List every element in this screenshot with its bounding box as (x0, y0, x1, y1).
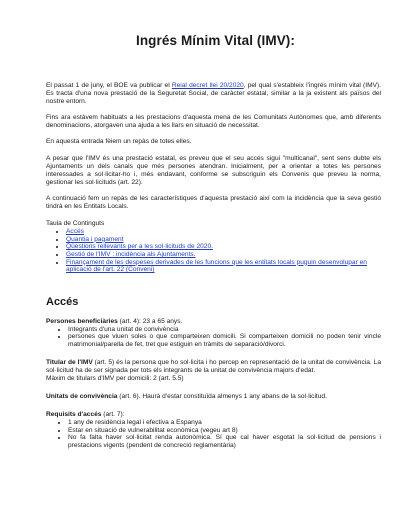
table-of-contents (46, 228, 381, 274)
toc-link-gestio[interactable]: Gestió de l'IMV : incidència als Ajuntaments. (66, 251, 196, 258)
list-item: • Integrants d'una unitat de convivència (68, 326, 381, 334)
list-item: • persones que viuen soles o que comparteixen domicili. Si comparteixen domicili no poden tenir vincle matrimonial/parella de fet, tret que estiguin en tràmits de separació/divorci. (68, 333, 381, 348)
requirements-paragraph (46, 411, 381, 419)
list-item: • No fa falta haver sol·licitat renda autonòmica. Sí que cal haver esgotat la sol·licitud de pensions i prestacions vigents (pendent de concreció reglamentària) (68, 434, 381, 449)
section-heading: Accés (46, 295, 79, 308)
holder-label: Titular de l'IMV (46, 358, 93, 366)
toc-link-acces[interactable]: Accés (66, 228, 84, 236)
toc-item (66, 228, 381, 236)
requirements-text: (art. 7): (101, 411, 125, 419)
paragraph-2: Fins ara estàvem habituats a les prestacions d'aquesta mena de les Comunitats Autònomes que, amb diferents denominacions, atorgaven una ajuda a les llars en situació de necessitat. (46, 114, 381, 130)
list-item: • Estar en situació de vulnerabilitat econòmica (vegeu art 8) (68, 427, 381, 435)
toc-item (66, 236, 381, 244)
paragraph-4: A pesar que l'IMV és una prestació estatal, es preveu que el seu accés sigui "multicanal", sent sens dubte els Ajuntaments un dels canals que més persones atendran. Inicialment, per a orientar a totes les persones interessades a sol·licitar-ho i, més endavant, conforme se subscriguin els Convenis que preveu la norma, gestionar les sol·licituds (art. 22). (46, 154, 381, 186)
toc-item (66, 251, 381, 259)
page-title: Ingrés Mínim Vital (IMV): (135, 33, 295, 48)
decree-link[interactable]: Reial decret llei 20/2020 (171, 82, 244, 89)
intro-text-before: El passat 1 de juny, el BOE va publicar el (46, 82, 172, 89)
beneficiaries-paragraph (46, 318, 381, 326)
units-label: Unitats de convivència (46, 392, 118, 400)
toc-title: Taula de Continguts (46, 220, 105, 228)
toc-link-financament[interactable]: Finançament de les despeses derivades de les funcions que les entitats locals puguin desenvolupar en aplicació de l'art. 22 (Conveni) (66, 258, 367, 274)
toc-link-quantia[interactable]: Quantia i pagament (66, 235, 124, 243)
units-paragraph (46, 393, 381, 401)
paragraph-5: A continuació fem un repàs de les característiques d'aquesta prestació així com la incidència que la seva gestió tindrà en les Entitats Locals. (46, 194, 381, 211)
list-item: • 1 any de residència legal i efectiva a Espanya (68, 419, 381, 427)
units-text: (art. 6). Haurà d'estar constituïda almenys 1 any abans de la sol·licitud. (117, 392, 327, 400)
beneficiaries-text: (art. 4): 23 a 65 anys. (117, 317, 183, 325)
intro-text-after: , pel qual s'estableix l'ingrés mínim vital (IMV). Es tracta d'una nova prestació de la Seguretat Social, de caràcter estatal, similar a la ja existent als països del nostre entorn. (46, 82, 382, 106)
beneficiaries-list (46, 326, 381, 349)
toc-item (66, 259, 381, 274)
intro-paragraph (46, 82, 381, 106)
beneficiaries-label: Persones beneficiàries (46, 317, 118, 325)
toc-link-questions[interactable]: Qüestions rellevants per a les sol·licituds de 2020. (66, 243, 213, 251)
requirements-label: Requisits d'accés (46, 411, 102, 419)
paragraph-3: En aquesta entrada fèiem un repàs de totes elles. (46, 138, 192, 146)
holder-max: Màxim de titulars d'IMV per domicili: 2 (art. 5.5) (46, 374, 184, 382)
holder-paragraph (46, 359, 381, 375)
requirements-list (46, 419, 381, 449)
toc-item (66, 243, 381, 251)
holder-text: (art. 5) és la persona que ho sol·licita i ho percep en representació de la unitat de convivència. La sol·licitud ha de ser signada per tots els integrants de la unitat de convivència majors d'edat. (46, 358, 382, 374)
